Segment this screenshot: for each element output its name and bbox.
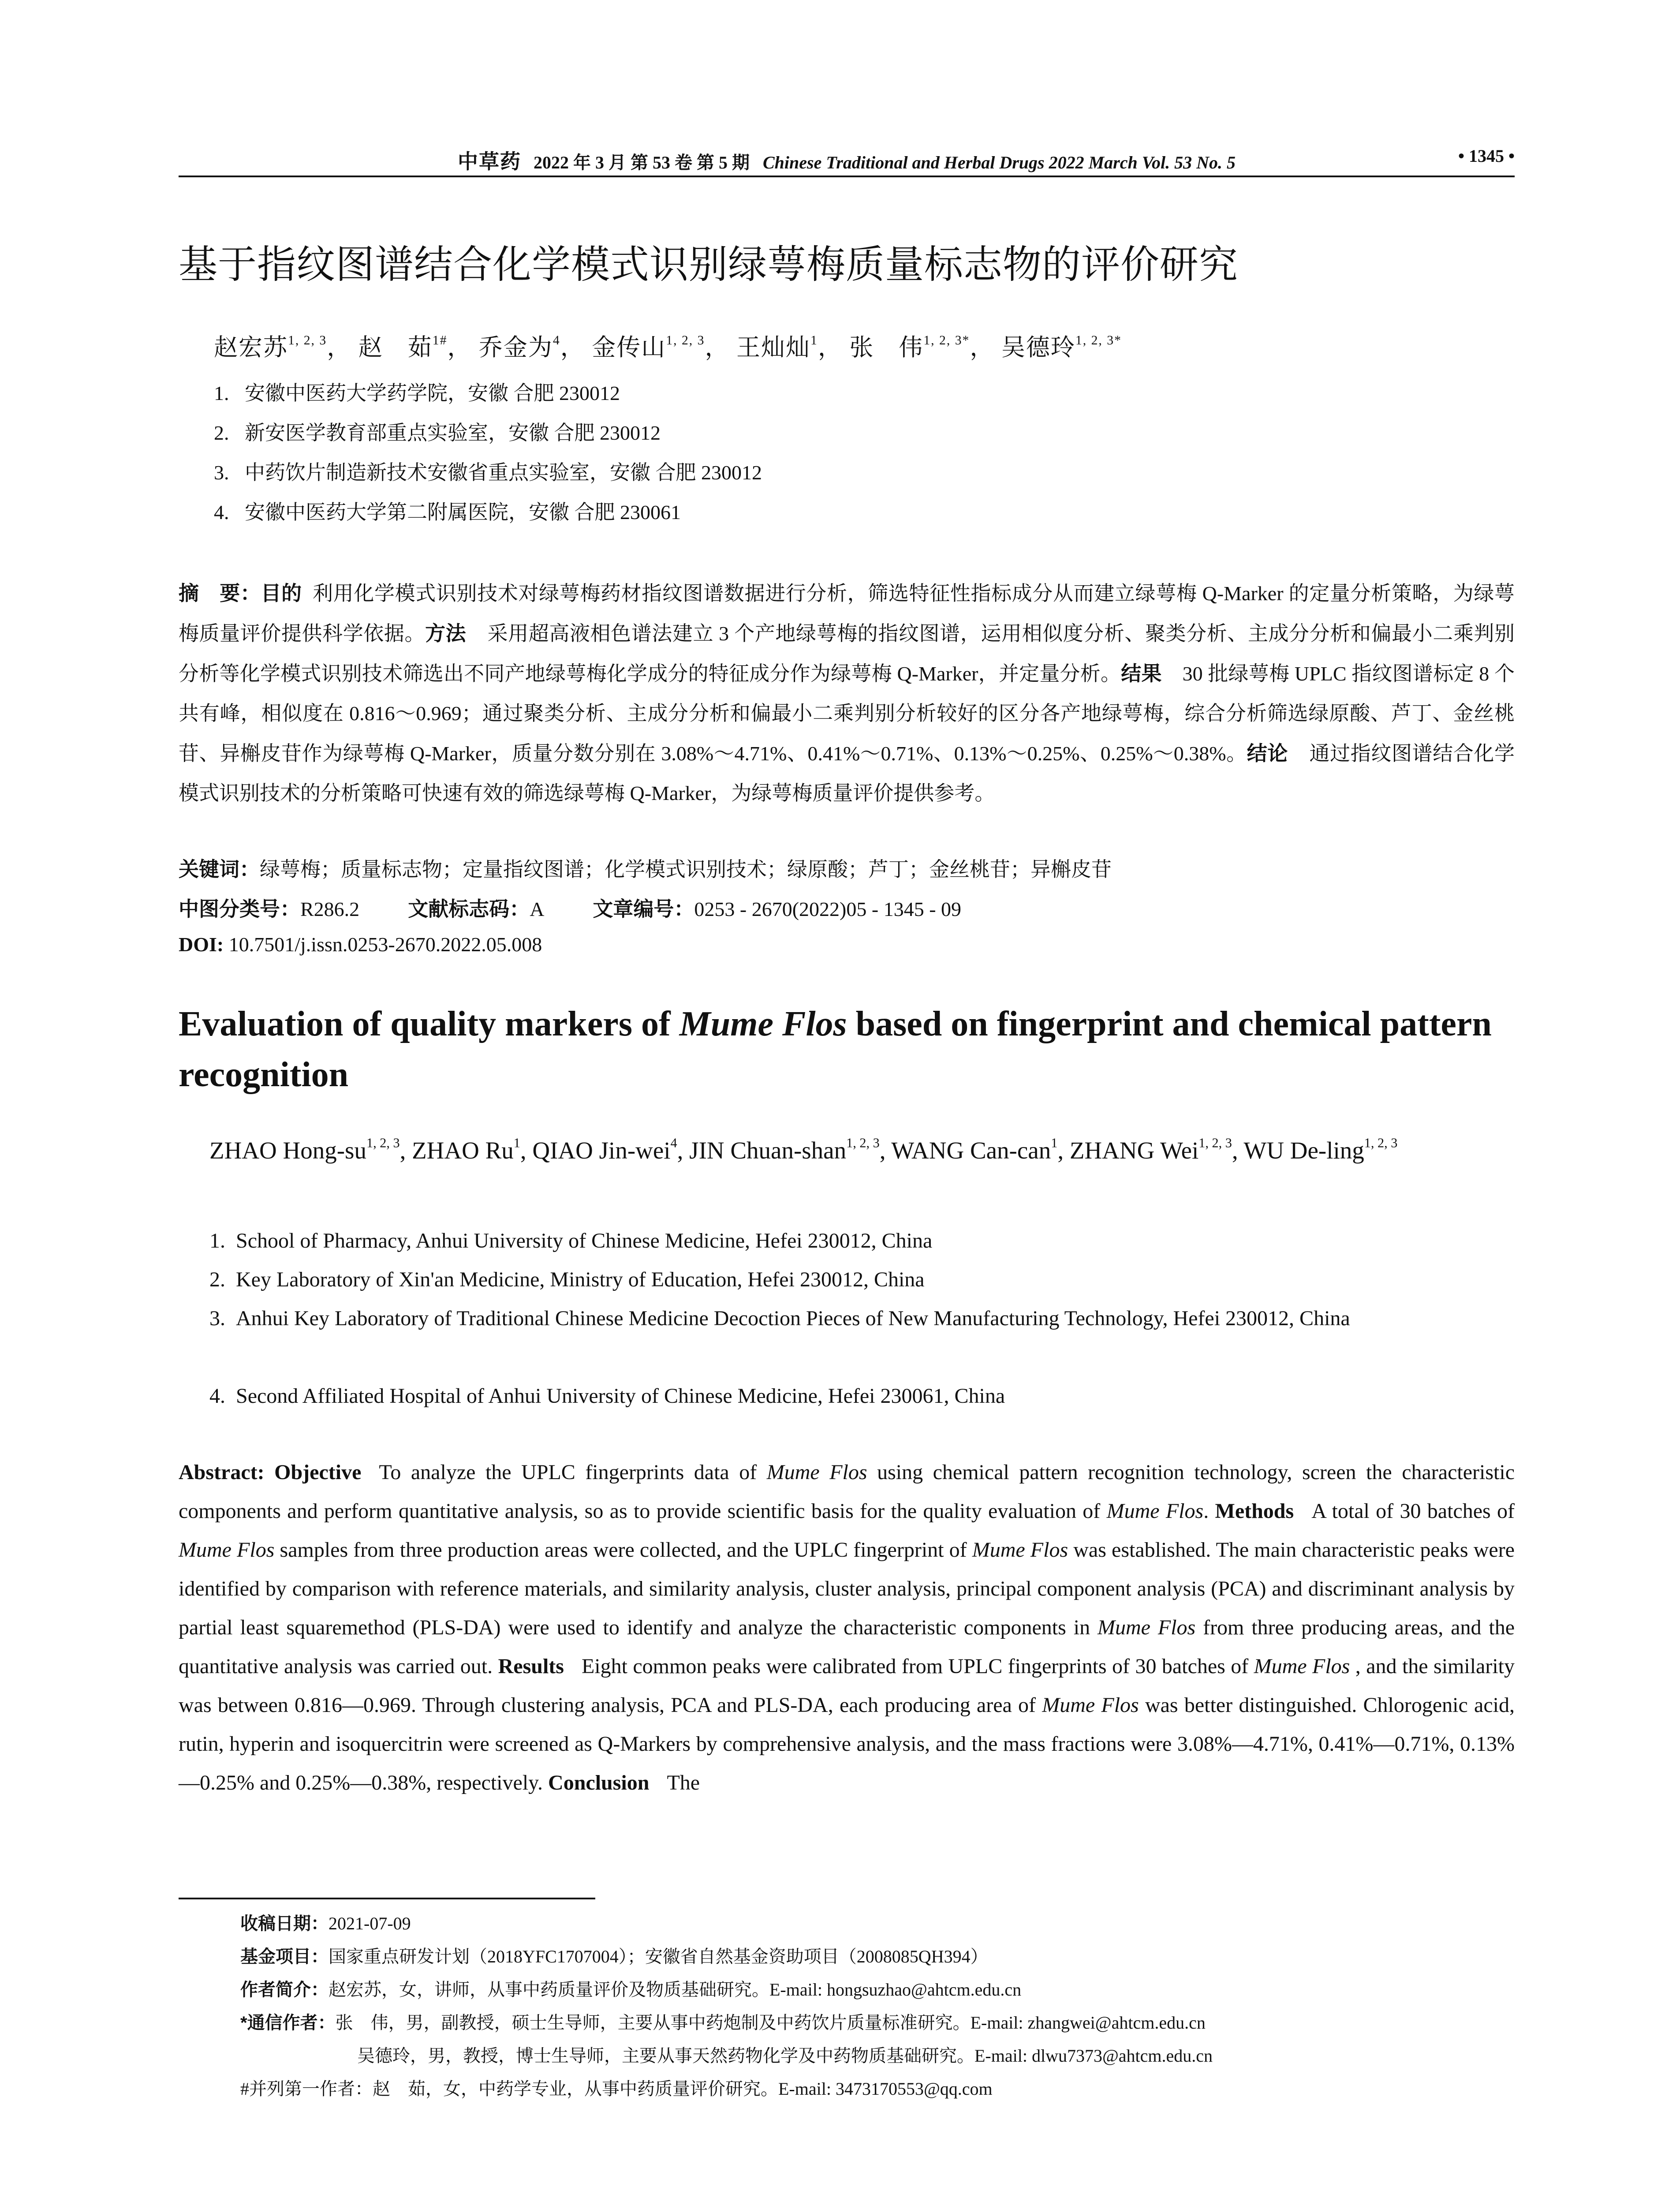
journal-name-cn: 中草药 bbox=[457, 150, 521, 173]
author-cn: 王灿灿 bbox=[736, 334, 810, 361]
affiliation-cn: 4. 安徽中医药大学第二附属医院，安徽 合肥 230061 bbox=[214, 501, 681, 523]
conclusion-cn: 通过指纹图谱结合化学模式识别技术的分析策略可快速有效的筛选绿萼梅 Q-Marker，为绿萼梅质量评价提供参考。 bbox=[179, 742, 1515, 804]
affiliation-cn: 2. 新安医学教育部重点实验室，安徽 合肥 230012 bbox=[214, 422, 661, 444]
affiliation-en: 3. Anhui Key Laboratory of Traditional Chinese Medicine Decoction Pieces of New Manufacturing Technology, Hefei 230012, China bbox=[209, 1307, 1350, 1330]
affiliation-en: 4. Second Affiliated Hospital of Anhui University of Chinese Medicine, Hefei 230061, China bbox=[209, 1384, 1005, 1408]
page-number: • 1345 • bbox=[1458, 146, 1515, 166]
conclusion-label-cn: 结论 bbox=[1247, 742, 1288, 765]
footnote-corresponding: *通信作者：张 伟，男，副教授，硕士生导师，主要从事中药炮制及中药饮片质量标准研究。E-mail: zhangwei@ahtcm.edu.cn bbox=[240, 2013, 1206, 2033]
footnote-rule bbox=[179, 1898, 595, 1899]
author-cn: 吴德玲 bbox=[1001, 334, 1075, 361]
abstract-en-label: Abstract: bbox=[179, 1461, 265, 1484]
author-sup: 1 bbox=[810, 333, 818, 348]
author-cn: 金传山 bbox=[592, 334, 666, 361]
authors-cn: 赵宏苏$^{1, 2, 3}$， 赵 茹$^{1\#}$， 乔金为$^4$， 金传山$^{1, 2, 3}$， 王灿灿$^1$， 张 伟$^{1, 2, 3*}$， 吴德玲$^{1, 2, 3*}$ bbox=[214, 333, 1122, 361]
author-sup: 1, 2, 3 bbox=[288, 333, 327, 348]
methods-label-en: Methods bbox=[1215, 1499, 1294, 1523]
footnote-received: 收稿日期：2021-07-09 bbox=[240, 1913, 411, 1933]
issue-cn: 2022 年 3 月 第 53 卷 第 5 期 bbox=[533, 153, 750, 172]
author-cn: 赵 茹 bbox=[358, 334, 433, 361]
affiliation-en: 1. School of Pharmacy, Anhui University of Chinese Medicine, Hefei 230012, China bbox=[209, 1229, 933, 1252]
methods-label-cn: 方法 bbox=[425, 622, 467, 645]
methods-cn: 采用超高液相色谱法建立 3 个产地绿萼梅的指纹图谱，运用相似度分析、聚类分析、主成分分析和偏最小二乘判别分析等化学模式识别技术筛选出不同产地绿萼梅化学成分的特征成分作为绿萼梅 Q-Marker，并定量分析。 bbox=[179, 622, 1515, 685]
author-sup: 1, 2, 3 bbox=[666, 333, 705, 348]
author-cn: 赵宏苏 bbox=[214, 334, 288, 361]
conclusion-label-en: Conclusion bbox=[548, 1771, 650, 1794]
footnote-bio: 作者简介：赵宏苏，女，讲师，从事中药质量评价及物质基础研究。E-mail: hongsuzhao@ahtcm.edu.cn bbox=[240, 1980, 1022, 1999]
results-cn: 30 批绿萼梅 UPLC 指纹图谱标定 8 个共有峰，相似度在 0.816～0.969；通过聚类分析、主成分分析和偏最小二乘判别分析较好的区分各产地绿萼梅，综合分析筛选绿原酸、芦丁、金丝桃苷、异槲皮苷作为绿萼梅 Q-Marker，质量分数分别在 3.08%～4.71%、0.41%～0.71%、0.13%～0.25%、0.25%～0.38%。 bbox=[179, 662, 1515, 765]
doi-value[interactable]: 10.7501/j.issn.0253-2670.2022.05.008 bbox=[228, 933, 542, 956]
footnote-fund: 基金项目：国家重点研发计划（2018YFC1707004）；安徽省自然基金资助项目（2008085QH394） bbox=[240, 1947, 988, 1966]
authors-en: ZHAO Hong-su$^{1, 2, 3}$, ZHAO Ru$^1$, QIAO Jin-wei$^4$, JIN Chuan-shan$^{1, 2, 3}$, WANG Can-can$^1$, ZHANG Wei$^{1, 2, 3}$, WU De-ling$^{1, 2, 3}$ bbox=[209, 1135, 1398, 1164]
title-cn: 基于指纹图谱结合化学模式识别绿萼梅质量标志物的评价研究 bbox=[179, 243, 1239, 286]
author-sup: 1, 2, 3* bbox=[923, 333, 970, 348]
objective-cn: 利用化学模式识别技术对绿萼梅药材指纹图谱数据进行分析，筛选特征性指标成分从而建立绿萼梅 Q-Marker 的定量分析策略，为绿萼梅质量评价提供科学依据。 bbox=[179, 582, 1515, 645]
title-en: Evaluation of quality markers of Mume Flos based on fingerprint and chemical pattern recognition bbox=[179, 1005, 1492, 1094]
affiliation-cn: 3. 中药饮片制造新技术安徽省重点实验室，安徽 合肥 230012 bbox=[214, 461, 762, 484]
author-cn: 张 伟 bbox=[849, 334, 924, 361]
keywords-cn: 关键词：绿萼梅；质量标志物；定量指纹图谱；化学模式识别技术；绿原酸；芦丁；金丝桃苷；异槲皮苷 bbox=[179, 858, 1112, 881]
affiliation-en: 2. Key Laboratory of Xin'an Medicine, Ministry of Education, Hefei 230012, China bbox=[209, 1268, 925, 1291]
header-rule bbox=[179, 176, 1515, 177]
abstract-cn-label: 摘 要： bbox=[179, 582, 261, 605]
running-header bbox=[179, 146, 1515, 176]
classification-line: 中图分类号：R286.2 文献标志码：A 文章编号：0253 - 2670(2022)05 - 1345 - 09 bbox=[179, 897, 962, 920]
abstract-cn bbox=[179, 573, 1515, 813]
header-center bbox=[179, 146, 1515, 175]
author-sup: 1, 2, 3* bbox=[1075, 333, 1122, 348]
footnote-cofirst: #并列第一作者：赵 茹，女，中药学专业，从事中药质量评价研究。E-mail: 3473170553@qq.com bbox=[240, 2079, 993, 2099]
results-label-en: Results bbox=[498, 1655, 564, 1678]
doi-line: DOI: 10.7501/j.issn.0253-2670.2022.05.008 bbox=[179, 933, 542, 956]
journal-name-en: Chinese Traditional and Herbal Drugs 2022 March Vol. 53 No. 5 bbox=[762, 153, 1236, 172]
author-cn: 乔金为 bbox=[478, 334, 553, 361]
author-sup: 1# bbox=[432, 333, 448, 348]
abstract-en: Abstract: Objective To analyze the UPLC fingerprints data of Mume Flos using chemical pattern recognition technology, screen the characteristic components and perform quantitative analysis, so as to provide scientific basis for the quality evaluation of Mume Flos. Methods A total of 30 batches of Mume Flos samples from three production areas were collected, and the UPLC fingerprint of Mume Flos was established. The main characteristic peaks were identified by comparison with reference materials, and similarity analysis, cluster analysis, principal component analysis (PCA) and discriminant analysis by partial least squaremethod (PLS-DA) were used to identify and analyze the characteristic components in Mume Flos from three producing areas, and the quantitative analysis was carried out. Results Eight common peaks were calibrated from UPLC fingerprints of 30 batches of Mume Flos , and the similarity was between 0.816—0.969. Through clustering analysis, PCA and PLS-DA, each producing area of Mume Flos was better distinguished. Chlorogenic acid, rutin, hyperin and isoquercitrin were screened as Q-Markers by comprehensive analysis, and the mass fractions were 3.08%—4.71%, 0.41%—0.71%, 0.13%—0.25% and 0.25%—0.38%, respectively. Conclusion The bbox=[179, 1461, 1515, 1794]
results-label-cn: 结果 bbox=[1121, 662, 1162, 685]
footnote-corresponding-2: 吴德玲，男，教授，博士生导师，主要从事天然药物化学及中药物质基础研究。E-mail: dlwu7373@ahtcm.edu.cn bbox=[357, 2046, 1213, 2066]
objective-label-cn: 目的 bbox=[261, 582, 302, 605]
author-sup: 4 bbox=[553, 333, 560, 348]
objective-label-en: Objective bbox=[274, 1461, 362, 1484]
affiliation-cn: 1. 安徽中医药大学药学院，安徽 合肥 230012 bbox=[214, 382, 620, 404]
